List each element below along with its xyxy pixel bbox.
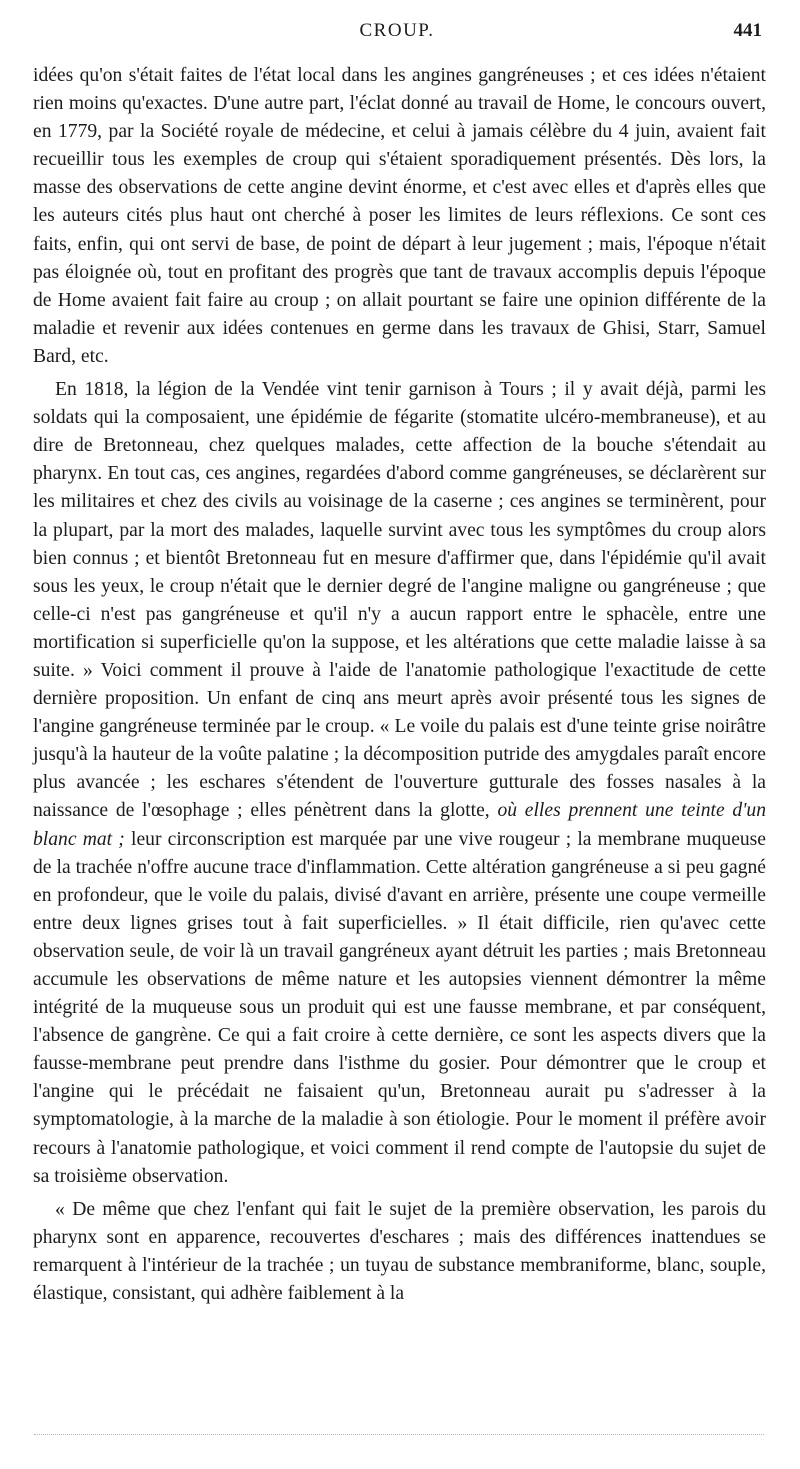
paragraph-1-text: idées qu'on s'était faites de l'état local dans les angines gangréneuses ; et ces idées n'étaient rien moins qu'exactes. D'une autre part, l'éclat donné au travail de Home, le concours ouvert, en 1779, par la Société royale de médecine, et celui à jamais célèbre du 4 juin, avaient fait recueillir tous les exemples de croup qui s'étaient sporadiquement présentés. Dès lors, la masse des observations de cette angine devint énorme, et c'est avec elles et d'après elles que les auteurs cités plus haut ont cherché à poser les limites de leurs réflexions. Ce sont ces faits, enfin, qui ont servi de base, de point de départ à leur jugement ; mais, l'époque n'était pas éloignée où, tout en profitant des progrès que tant de travaux accomplis depuis l'époque de Home avaient fait faire au croup ; on allait pourtant se faire une opinion différente de la maladie et revenir aux idées contenues en germe dans les travaux de Ghisi, Starr, Samuel Bard, etc.: [33, 65, 766, 367]
body-text: [33, 62, 766, 1308]
page-number: 441: [733, 20, 762, 41]
paragraph-3: [33, 1196, 766, 1308]
paragraph-2-italic: où elles prennent une teinte d'un blanc mat ;: [33, 800, 767, 850]
footer-rule: [34, 1434, 764, 1435]
paragraph-2: [33, 376, 766, 1191]
page-header: [32, 20, 762, 50]
paragraph-2-text: En 1818, la légion de la Vendée vint tenir garnison à Tours ; il y avait déjà, parmi les soldats qui la composaient, une épidémie de fégarite (stomatite ulcéro-membraneuse), et au dire de Bretonneau, chez quelques malades, cette affection de la bouche s'étendait au pharynx. En tout cas, ces angines, regardées d'abord comme gangréneuses, se déclarèrent sur les militaires et chez des civils au voisinage de la caserne ; ces angines se terminèrent, pour la plupart, par la mort des malades, laquelle survint avec tous les symptômes du croup alors bien connus ; et bientôt Bretonneau fut en mesure d'affirmer que, dans l'épidémie qu'il avait sous les yeux, le croup n'était que le dernier degré de l'angine maligne ou gangréneuse ; que celle-ci n'est pas gangréneuse et qu'il n'y a aucun rapport entre le sphacèle, entre une mortification si superficielle qu'on la suppose, et les altérations que cette maladie laisse à sa suite. » Voici comment il prouve à l'aide de l'anatomie pathologique l'exactitude de cette dernière proposition. Un enfant de cinq ans meurt après avoir présenté tous les signes de l'angine gangréneuse terminée par le croup. « Le voile du palais est d'une teinte grise noirâtre jusqu'à la hauteur de la voûte palatine ; la décomposition putride des amygdales paraît encore plus avancée ; les eschares s'étendent de l'ouverture gutturale des fosses nasales à la naissance de l'œsophage ; elles pénètrent dans la glotte,: [33, 379, 766, 822]
running-title: CROUP.: [359, 20, 435, 41]
paragraph-2-text-continued: leur circonscription est marquée par une vive rougeur ; la membrane muqueuse de la trachée n'offre aucune trace d'inflammation. Cette altération gangréneuse a si peu gagné en profondeur, que le voile du palais, divisé d'avant en arrière, présente une coupe vermeille entre deux lignes grises tout à fait superficielles. » Il était difficile, rien qu'avec cette observation seule, de voir là un travail gangréneux ayant détruit les parties ; mais Bretonneau accumule les observations de même nature et les autopsies viennent démontrer la même intégrité de la muqueuse sous un produit qui est une fausse membrane, et par conséquent, l'absence de gangrène. Ce qui a fait croire à cette dernière, ce sont les aspects divers que la fausse-membrane peut prendre dans l'isthme du gosier. Pour démontrer que le croup et l'angine qui le précédait ne faisaient qu'un, Bretonneau aurait pu s'adresser à la symptomatologie, à la marche de la maladie à son étiologie. Pour le moment il préfère avoir recours à l'anatomie pathologique, et voici comment il rend compte de l'autopsie du sujet de sa troisième observation.: [33, 828, 767, 1187]
paragraph-3-text: « De même que chez l'enfant qui fait le sujet de la première observation, les parois du pharynx sont en apparence, recouvertes d'eschares ; mais des différences inattendues se remarquent à l'intérieur de la trachée ; un tuyau de substance membraniforme, blanc, souple, élastique, consistant, qui adhère faiblement à la: [33, 1198, 766, 1305]
paragraph-1: [33, 62, 766, 371]
